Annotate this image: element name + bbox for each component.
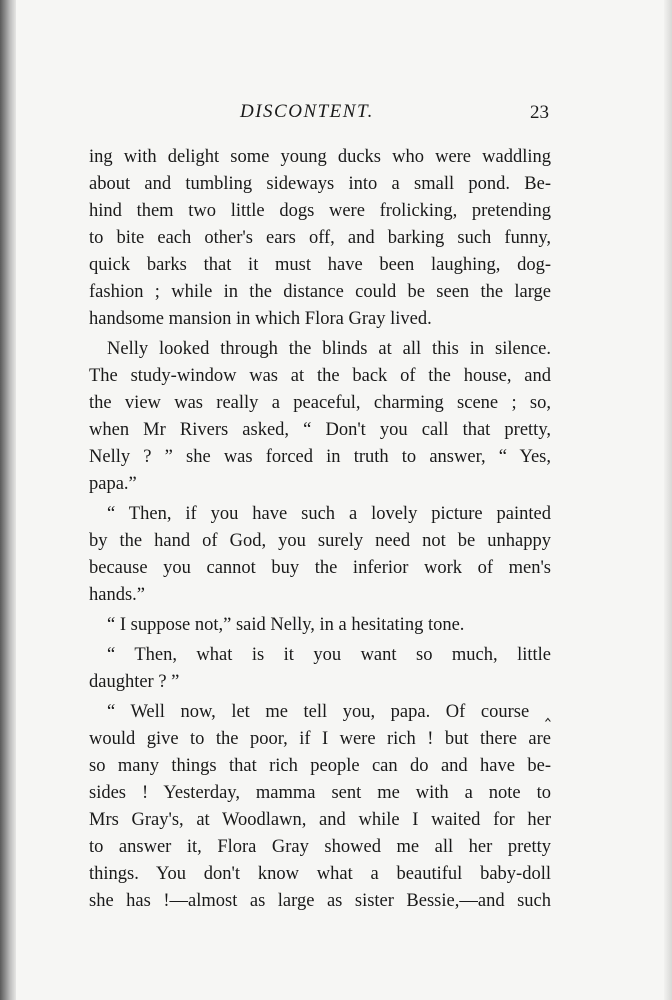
text-line: Mrs Gray's, at Woodlawn, and while I waited for her: [89, 810, 551, 830]
text-line: by the hand of God, you surely need not be unhappy: [89, 531, 551, 551]
text-line: would give to the poor, if I were rich ! but there are: [89, 729, 551, 749]
text-line: when Mr Rivers asked, “ Don't you call that pretty,: [89, 420, 551, 440]
text-line: quick barks that it must have been laughing, dog-: [89, 255, 551, 275]
text-line: to answer it, Flora Gray showed me all her pretty: [89, 837, 551, 857]
page-edge: [664, 0, 672, 1000]
text-line: things. You don't know what a beautiful baby-doll: [89, 864, 551, 884]
text-line: the view was really a peaceful, charming scene ; so,: [89, 393, 551, 413]
page-number: 23: [530, 102, 549, 123]
text-line: ing with delight some young ducks who were waddling: [89, 147, 551, 167]
text-line: Nelly ? ” she was forced in truth to answer, “ Yes,: [89, 447, 551, 467]
text-line: she has !—almost as large as sister Bessie,—and such: [89, 891, 551, 911]
text-line: Nelly looked through the blinds at all this in silence.: [107, 339, 551, 359]
body-text: [89, 144, 551, 915]
text-line: fashion ; while in the distance could be seen the large: [89, 282, 551, 302]
text-line: so many things that rich people can do and have be-: [89, 756, 551, 776]
text-line: papa.”: [89, 474, 137, 494]
text-line: hind them two little dogs were frolicking, pretending: [89, 201, 551, 221]
text-line: The study-window was at the back of the house, and: [89, 366, 551, 386]
text-line: “ I suppose not,” said Nelly, in a hesitating tone.: [107, 615, 465, 635]
text-line: because you cannot buy the inferior work of men's: [89, 558, 551, 578]
text-line: “ Then, if you have such a lovely picture painted: [107, 504, 551, 524]
text-line: hands.”: [89, 585, 145, 605]
text-line: “ Well now, let me tell you, papa. Of course ‸: [107, 702, 551, 722]
text-line: daughter ? ”: [89, 672, 180, 692]
text-line: handsome mansion in which Flora Gray lived.: [89, 309, 432, 329]
book-spine-shadow: [0, 0, 16, 1000]
text-line: about and tumbling sideways into a small pond. Be-: [89, 174, 551, 194]
running-title: DISCONTENT.: [240, 101, 374, 122]
text-line: sides ! Yesterday, mamma sent me with a note to: [89, 783, 551, 803]
text-line: to bite each other's ears off, and barking such funny,: [89, 228, 551, 248]
text-line: “ Then, what is it you want so much, little: [107, 645, 551, 665]
